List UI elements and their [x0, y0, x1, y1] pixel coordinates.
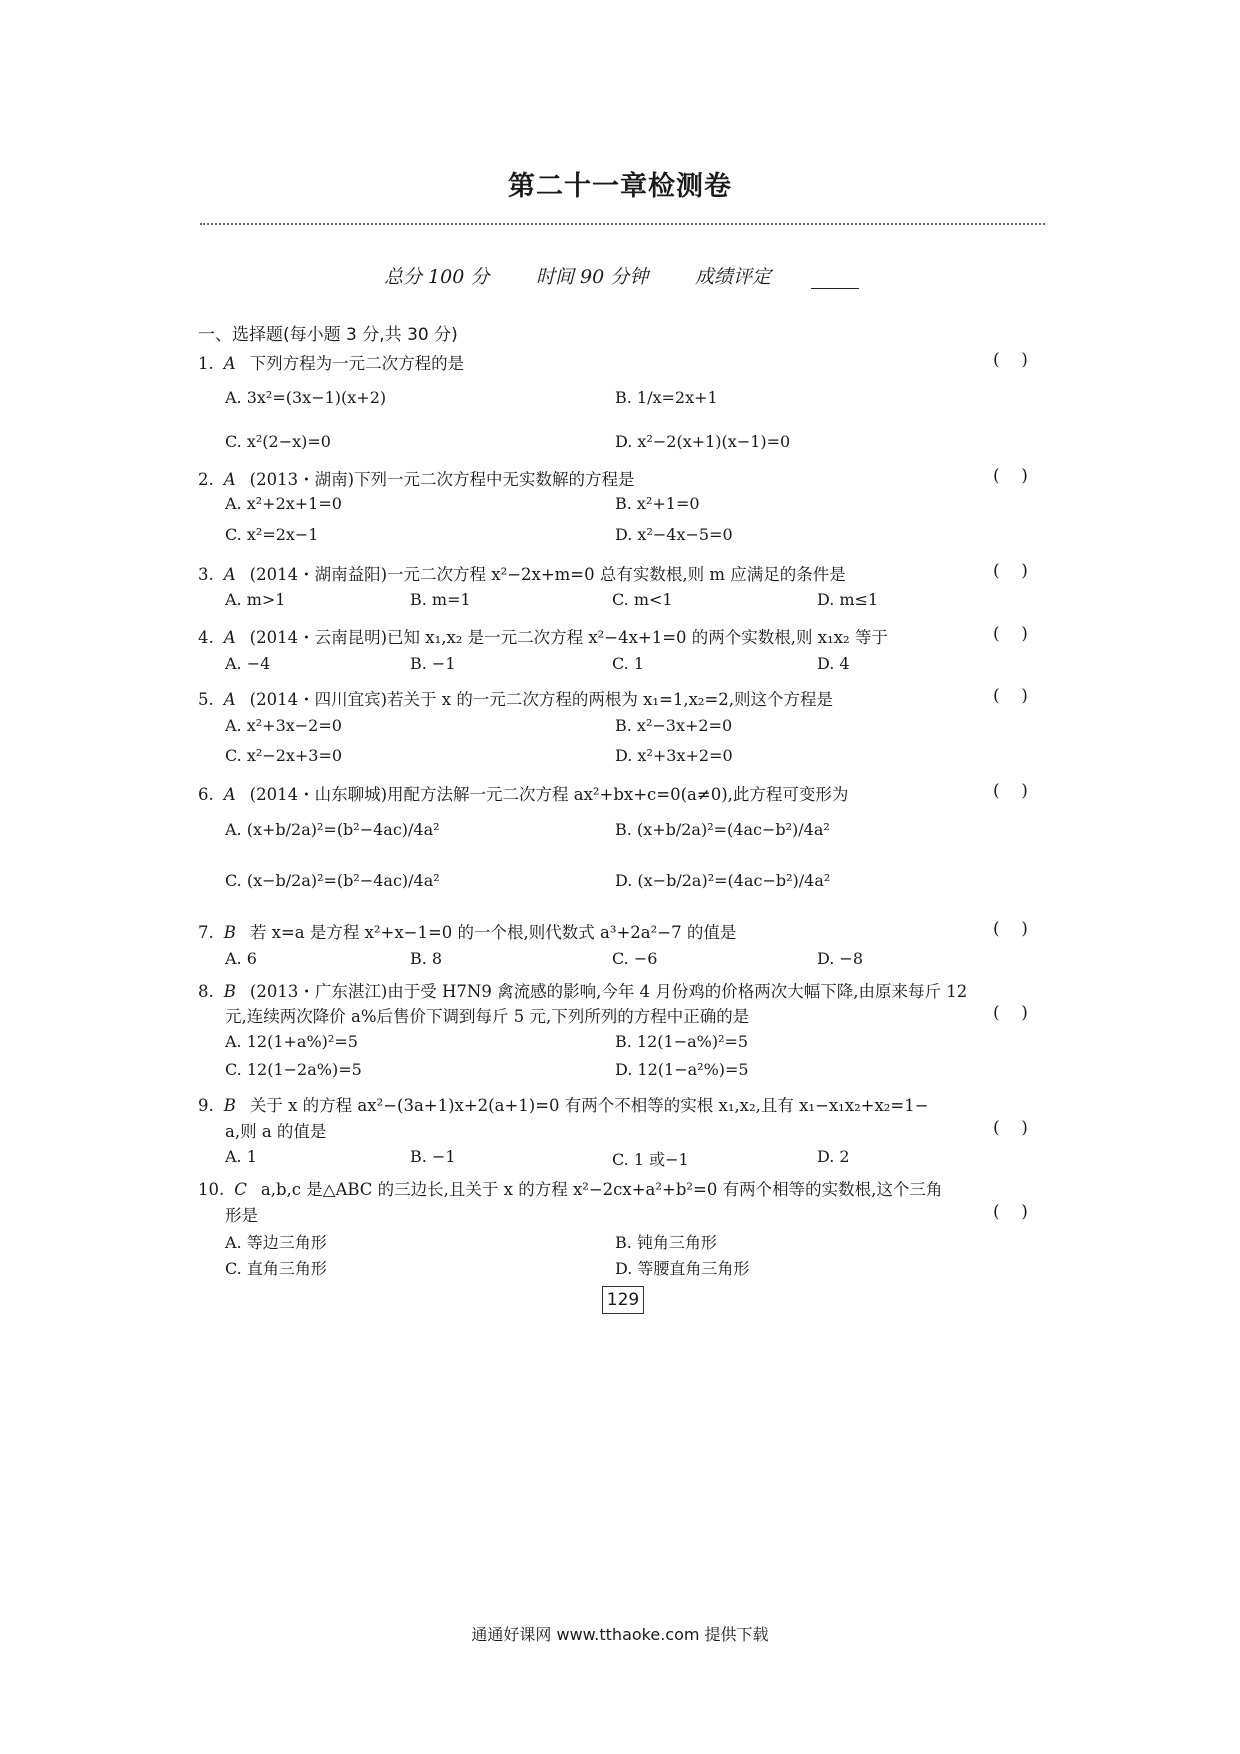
option-d: D. m≤1 — [817, 590, 879, 609]
option-c: C. x²−2x+3=0 — [225, 746, 343, 765]
option-b: B. m=1 — [410, 590, 471, 609]
answer-blank[interactable]: ( ) — [993, 561, 1028, 581]
answer-mark: A — [223, 690, 236, 709]
option-d: D. 2 — [817, 1147, 850, 1166]
option-b: B. −1 — [410, 1147, 456, 1166]
answer-blank[interactable]: ( ) — [993, 350, 1028, 370]
option-a: A. 12(1+a%)²=5 — [225, 1032, 358, 1051]
answer-mark: B — [223, 982, 236, 1001]
option-a: A. 1 — [225, 1147, 257, 1166]
answer-blank[interactable]: ( ) — [993, 1003, 1028, 1023]
page-title: 第二十一章检测卷 — [508, 171, 732, 202]
option-a: A. (x+b/2a)²=(b²−4ac)/4a² — [225, 820, 440, 839]
option-c: C. 直角三角形 — [225, 1259, 327, 1278]
question-stem: (2014・山东聊城)用配方法解一元二次方程 ax²+bx+c=0(a≠0),此方程可变形为 — [249, 785, 849, 804]
question-6 — [198, 781, 848, 805]
footer-credit: 通通好课网 www.tthaoke.com 提供下载 — [471, 1625, 769, 1644]
question-number: 2. — [198, 470, 214, 489]
question-stem: a,b,c 是△ABC 的三边长,且关于 x 的方程 x²−2cx+a²+b²=0 有两个相等的实数根,这个三角 — [260, 1180, 943, 1199]
question-stem: (2013・湖南)下列一元二次方程中无实数解的方程是 — [249, 470, 635, 489]
question-7 — [198, 919, 736, 943]
option-a: A. x²+3x−2=0 — [225, 716, 342, 735]
option-d: D. (x−b/2a)²=(4ac−b²)/4a² — [615, 871, 831, 890]
answer-blank[interactable]: ( ) — [993, 1118, 1028, 1138]
option-a: A. 6 — [225, 949, 257, 968]
question-10 — [198, 1176, 942, 1200]
answer-mark: B — [223, 1096, 236, 1115]
answer-mark: A — [223, 470, 236, 489]
answer-mark: B — [223, 923, 236, 942]
question-stem: (2014・云南昆明)已知 x₁,x₂ 是一元二次方程 x²−4x+1=0 的两个实数根,则 x₁x₂ 等于 — [249, 628, 888, 647]
answer-blank[interactable]: ( ) — [993, 466, 1028, 486]
option-b: B. 1/x=2x+1 — [615, 388, 718, 407]
option-c: C. m<1 — [612, 590, 673, 609]
option-d: D. 12(1−a²%)=5 — [615, 1060, 749, 1079]
answer-mark: A — [223, 354, 236, 373]
total-score: 总分 100 分 — [384, 266, 490, 288]
option-b: B. x²−3x+2=0 — [615, 716, 733, 735]
question-3 — [198, 561, 846, 585]
option-a: A. −4 — [225, 654, 271, 673]
option-b: B. 8 — [410, 949, 443, 968]
question-number: 3. — [198, 565, 214, 584]
answer-blank[interactable]: ( ) — [993, 1202, 1028, 1222]
question-stem: 若 x=a 是方程 x²+x−1=0 的一个根,则代数式 a³+2a²−7 的值是 — [249, 923, 737, 942]
question-stem: 下列方程为一元二次方程的是 — [249, 354, 465, 373]
option-c: C. (x−b/2a)²=(b²−4ac)/4a² — [225, 871, 440, 890]
question-4 — [198, 624, 888, 648]
answer-mark: A — [223, 565, 236, 584]
answer-blank[interactable]: ( ) — [993, 919, 1028, 939]
divider — [200, 223, 1045, 225]
question-2 — [198, 466, 635, 490]
grade-blank[interactable] — [811, 272, 859, 289]
option-d: D. x²+3x+2=0 — [615, 746, 733, 765]
option-a: A. m>1 — [225, 590, 286, 609]
option-b: B. x²+1=0 — [615, 494, 700, 513]
answer-mark: A — [223, 785, 236, 804]
question-9 — [198, 1092, 929, 1116]
question-10-line-2: 形是 — [225, 1206, 258, 1225]
option-a: A. 等边三角形 — [225, 1233, 327, 1252]
option-b: B. (x+b/2a)²=(4ac−b²)/4a² — [615, 820, 830, 839]
option-b: B. 12(1−a%)²=5 — [615, 1032, 749, 1051]
question-9-line-2: a,则 a 的值是 — [225, 1122, 327, 1141]
question-number: 5. — [198, 690, 214, 709]
question-number: 8. — [198, 982, 214, 1001]
option-c: C. 12(1−2a%)=5 — [225, 1060, 362, 1079]
option-c: C. x²=2x−1 — [225, 525, 319, 544]
option-a: A. x²+2x+1=0 — [225, 494, 342, 513]
question-8 — [198, 978, 967, 1002]
exam-time: 时间 90 分钟 — [536, 266, 649, 288]
grade-label-text: 成绩评定 — [695, 266, 772, 288]
answer-mark: A — [223, 628, 236, 647]
question-number: 7. — [198, 923, 214, 942]
question-1 — [198, 350, 464, 374]
page-number: 129 — [602, 1286, 644, 1314]
section-heading: 一、选择题(每小题 3 分,共 30 分) — [198, 325, 458, 345]
question-number: 9. — [198, 1096, 214, 1115]
question-number: 6. — [198, 785, 214, 804]
answer-blank[interactable]: ( ) — [993, 624, 1028, 644]
grade-label — [695, 262, 859, 289]
option-d: D. x²−4x−5=0 — [615, 525, 733, 544]
answer-blank[interactable]: ( ) — [993, 686, 1028, 706]
option-d: D. 等腰直角三角形 — [615, 1259, 750, 1278]
option-c: C. 1 或−1 — [612, 1150, 689, 1169]
option-b: B. 钝角三角形 — [615, 1233, 717, 1252]
question-number: 10. — [198, 1180, 225, 1199]
question-stem: 关于 x 的方程 ax²−(3a+1)x+2(a+1)=0 有两个不相等的实根 x₁,x₂,且有 x₁−x₁x₂+x₂=1− — [249, 1096, 929, 1115]
question-number: 4. — [198, 628, 214, 647]
question-8-line-2: 元,连续两次降价 a%后售价下调到每斤 5 元,下列所列的方程中正确的是 — [225, 1007, 750, 1026]
option-c: C. 1 — [612, 654, 645, 673]
option-a: A. 3x²=(3x−1)(x+2) — [225, 388, 387, 407]
option-d: D. −8 — [817, 949, 864, 968]
question-stem: (2014・四川宜宾)若关于 x 的一元二次方程的两根为 x₁=1,x₂=2,则这个方程是 — [249, 690, 834, 709]
option-d: D. 4 — [817, 654, 850, 673]
option-c: C. x²(2−x)=0 — [225, 432, 331, 451]
question-5 — [198, 686, 833, 710]
answer-blank[interactable]: ( ) — [993, 781, 1028, 801]
question-number: 1. — [198, 354, 214, 373]
question-stem: (2013・广东湛江)由于受 H7N9 禽流感的影响,今年 4 月份鸡的价格两次大幅下降,由原来每斤 12 — [249, 982, 968, 1001]
option-c: C. −6 — [612, 949, 658, 968]
answer-mark: C — [234, 1180, 247, 1199]
option-b: B. −1 — [410, 654, 456, 673]
option-d: D. x²−2(x+1)(x−1)=0 — [615, 432, 791, 451]
question-stem: (2014・湖南益阳)一元二次方程 x²−2x+m=0 总有实数根,则 m 应满足的条件是 — [249, 565, 846, 584]
